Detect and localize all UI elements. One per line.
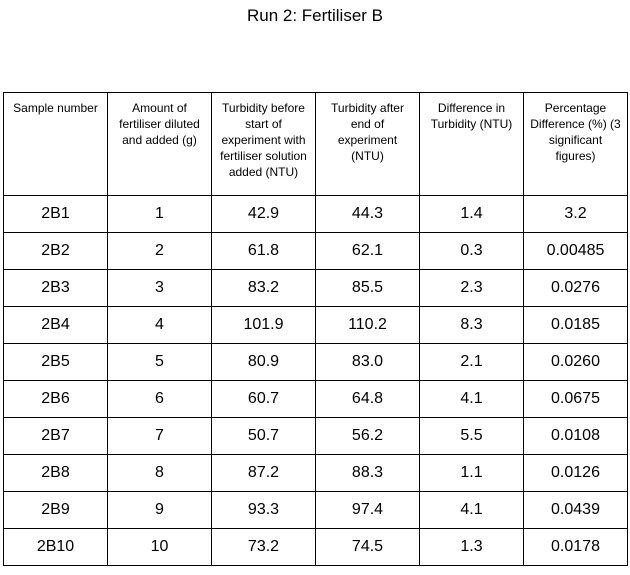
- table-cell: 1: [108, 196, 212, 233]
- table-cell: 5: [108, 344, 212, 381]
- table-cell: 4: [108, 307, 212, 344]
- table-cell: 93.3: [212, 492, 316, 529]
- page-title: Run 2: Fertiliser B: [246, 6, 384, 25]
- table-row: [4, 233, 628, 270]
- table-cell: 3.2: [524, 196, 628, 233]
- table-cell: 0.00485: [524, 233, 628, 270]
- table-cell: 2B10: [4, 529, 108, 566]
- table-cell: 0.0276: [524, 270, 628, 307]
- header-cell-sample-number: Sample number: [4, 93, 108, 196]
- table-cell: 0.0260: [524, 344, 628, 381]
- table-cell: 2.3: [420, 270, 524, 307]
- table-cell: 85.5: [316, 270, 420, 307]
- table-cell: 62.1: [316, 233, 420, 270]
- table-cell: 80.9: [212, 344, 316, 381]
- table-cell: 7: [108, 418, 212, 455]
- table-cell: 44.3: [316, 196, 420, 233]
- table-cell: 0.0108: [524, 418, 628, 455]
- table-row: [4, 270, 628, 307]
- table-cell: 0.3: [420, 233, 524, 270]
- table-cell: 0.0439: [524, 492, 628, 529]
- table-cell: 10: [108, 529, 212, 566]
- table-cell: 1.1: [420, 455, 524, 492]
- table-cell: 87.2: [212, 455, 316, 492]
- table-cell: 0.0178: [524, 529, 628, 566]
- table-cell: 2B8: [4, 455, 108, 492]
- table-cell: 0.0185: [524, 307, 628, 344]
- header-cell-turbidity-before: Turbidity before start of experiment with fertiliser solution added (NTU): [212, 93, 316, 196]
- table-cell: 73.2: [212, 529, 316, 566]
- table-row: [4, 492, 628, 529]
- table-row: [4, 529, 628, 566]
- header-cell-turbidity-after: Turbidity after end of experiment (NTU): [316, 93, 420, 196]
- table-cell: 74.5: [316, 529, 420, 566]
- header-row: [4, 93, 628, 196]
- table-cell: 61.8: [212, 233, 316, 270]
- table-cell: 4.1: [420, 381, 524, 418]
- table-cell: 5.5: [420, 418, 524, 455]
- table-cell: 6: [108, 381, 212, 418]
- table-cell: 2B7: [4, 418, 108, 455]
- table-cell: 56.2: [316, 418, 420, 455]
- table-cell: 50.7: [212, 418, 316, 455]
- table-cell: 2B9: [4, 492, 108, 529]
- table-cell: 2: [108, 233, 212, 270]
- table-cell: 60.7: [212, 381, 316, 418]
- table-cell: 3: [108, 270, 212, 307]
- header-cell-difference: Difference in Turbidity (NTU): [420, 93, 524, 196]
- table-cell: 88.3: [316, 455, 420, 492]
- table-cell: 2B5: [4, 344, 108, 381]
- table-cell: 101.9: [212, 307, 316, 344]
- table-row: [4, 307, 628, 344]
- results-table: [3, 92, 628, 566]
- table-row: [4, 455, 628, 492]
- table-cell: 97.4: [316, 492, 420, 529]
- table-cell: 1.3: [420, 529, 524, 566]
- table-cell: 64.8: [316, 381, 420, 418]
- header-cell-percentage: Percentage Difference (%) (3 significant figures): [524, 93, 628, 196]
- table-cell: 2B3: [4, 270, 108, 307]
- table-cell: 0.0675: [524, 381, 628, 418]
- header-cell-amount: Amount of fertiliser diluted and added (g): [108, 93, 212, 196]
- table-row: [4, 344, 628, 381]
- table-cell: 8: [108, 455, 212, 492]
- table-cell: 2B2: [4, 233, 108, 270]
- table-cell: 42.9: [212, 196, 316, 233]
- table-cell: 2.1: [420, 344, 524, 381]
- table-cell: 110.2: [316, 307, 420, 344]
- table-row: [4, 418, 628, 455]
- table-row: [4, 381, 628, 418]
- table-cell: 83.2: [212, 270, 316, 307]
- table-row: [4, 196, 628, 233]
- table-cell: 1.4: [420, 196, 524, 233]
- table-cell: 2B1: [4, 196, 108, 233]
- table-cell: 0.0126: [524, 455, 628, 492]
- table-cell: 4.1: [420, 492, 524, 529]
- table-cell: 9: [108, 492, 212, 529]
- table-cell: 83.0: [316, 344, 420, 381]
- table-cell: 2B6: [4, 381, 108, 418]
- table-cell: 8.3: [420, 307, 524, 344]
- table-cell: 2B4: [4, 307, 108, 344]
